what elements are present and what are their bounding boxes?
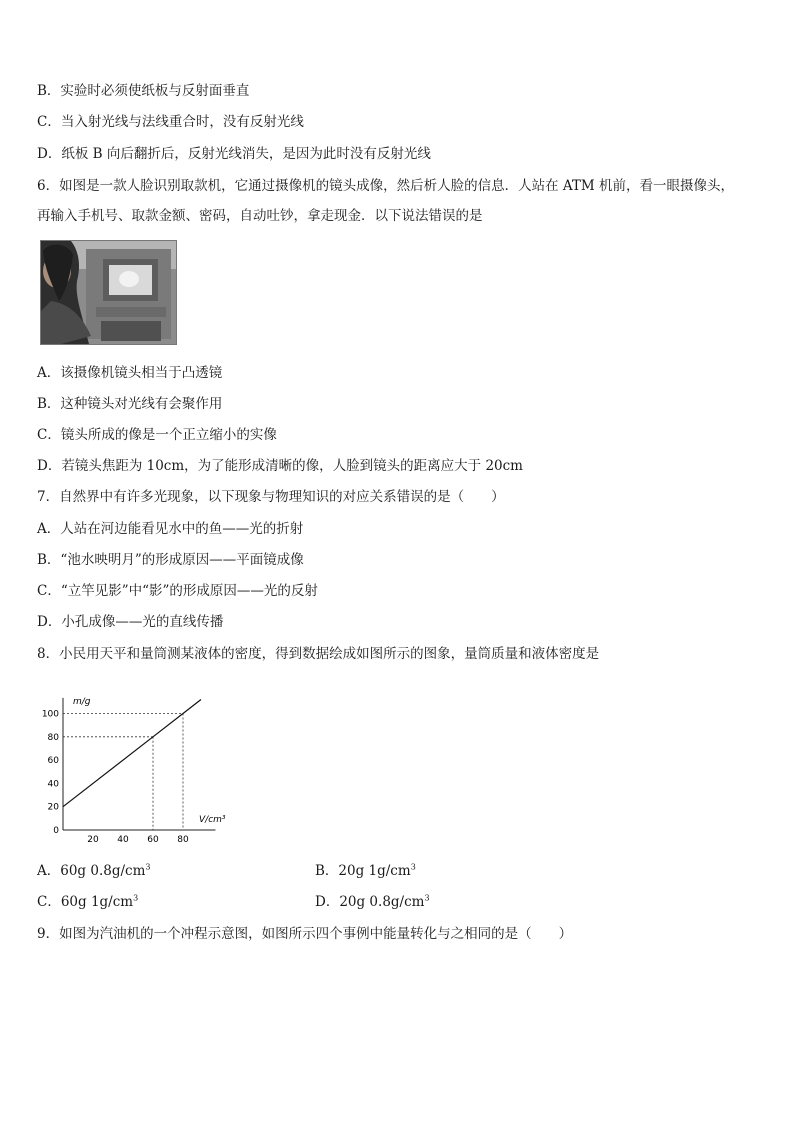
- q6-stem-line2: 再输入手机号、取款金额、密码，自动吐钞，拿走现金．以下说法错误的是: [37, 208, 483, 224]
- q7-option-d: D．小孔成像——光的直线传播: [37, 614, 224, 630]
- y-axis-label: m/g: [73, 696, 91, 707]
- y-tick-label: 80: [47, 732, 59, 743]
- atm-face-recognition-photo: [40, 240, 177, 345]
- y-tick-label: 20: [47, 802, 59, 813]
- x-tick-label: 20: [87, 835, 99, 845]
- y-tick-label: 60: [47, 756, 59, 767]
- y-tick-label: 0: [53, 826, 59, 836]
- q8-option-b: B．20g $1g/cm^3$: [315, 862, 416, 879]
- q7-option-c: C．“立竿见影”中“影”的形成原因——光的反射: [37, 583, 318, 599]
- q7-stem: 7．自然界中有许多光现象，以下现象与物理知识的对应关系错误的是（ ）: [37, 489, 505, 505]
- q5-option-d: D．纸板 B 向后翻折后，反射光线消失，是因为此时没有反射光线: [37, 146, 431, 162]
- q6-option-d: D．若镜头焦距为 10cm，为了能形成清晰的像，人脸到镜头的距离应大于 20cm: [37, 458, 523, 474]
- x-tick-label: 60: [147, 835, 159, 845]
- q6-option-c: C．镜头所成的像是一个正立缩小的实像: [37, 427, 277, 443]
- y-tick-label: 40: [47, 779, 59, 790]
- q8-option-c: C．60g $1g/cm^3$: [37, 893, 139, 910]
- q5-option-b: B．实验时必须使纸板与反射面垂直: [37, 83, 250, 99]
- mass-volume-line: [63, 700, 201, 807]
- q6-option-a: A．该摄像机镜头相当于凸透镜: [37, 365, 223, 381]
- x-axis-label: V/cm³: [199, 815, 226, 825]
- y-tick-label: 100: [41, 709, 59, 720]
- x-tick-label: 40: [117, 835, 129, 845]
- q9-stem: 9．如图为汽油机的一个冲程示意图，如图所示四个事例中能量转化与之相同的是（ ）: [37, 926, 573, 942]
- q8-option-a: A．60g $0.8g/cm^3$: [37, 862, 151, 879]
- q7-option-b: B．“池水映明月”的形成原因——平面镜成像: [37, 552, 304, 568]
- q5-option-c: C．当入射光线与法线重合时，没有反射光线: [37, 114, 304, 130]
- mass-volume-chart: [30, 675, 230, 845]
- q6-option-b: B．这种镜头对光线有会聚作用: [37, 396, 223, 412]
- q8-stem: 8．小民用天平和量筒测某液体的密度，得到数据绘成如图所示的图象，量筒质量和液体密度是: [37, 646, 600, 662]
- x-tick-label: 80: [177, 835, 189, 845]
- q6-stem-line1: 6．如图是一款人脸识别取款机，它通过摄像机的镜头成像，然后析人脸的信息．人站在 ATM 机前，看一眼摄像头，: [37, 178, 735, 194]
- q8-option-d: D．20g $0.8g/cm^3$: [315, 893, 430, 910]
- q7-option-a: A．人站在河边能看见水中的鱼——光的折射: [37, 521, 304, 537]
- atm-photo-illustration: [41, 241, 176, 344]
